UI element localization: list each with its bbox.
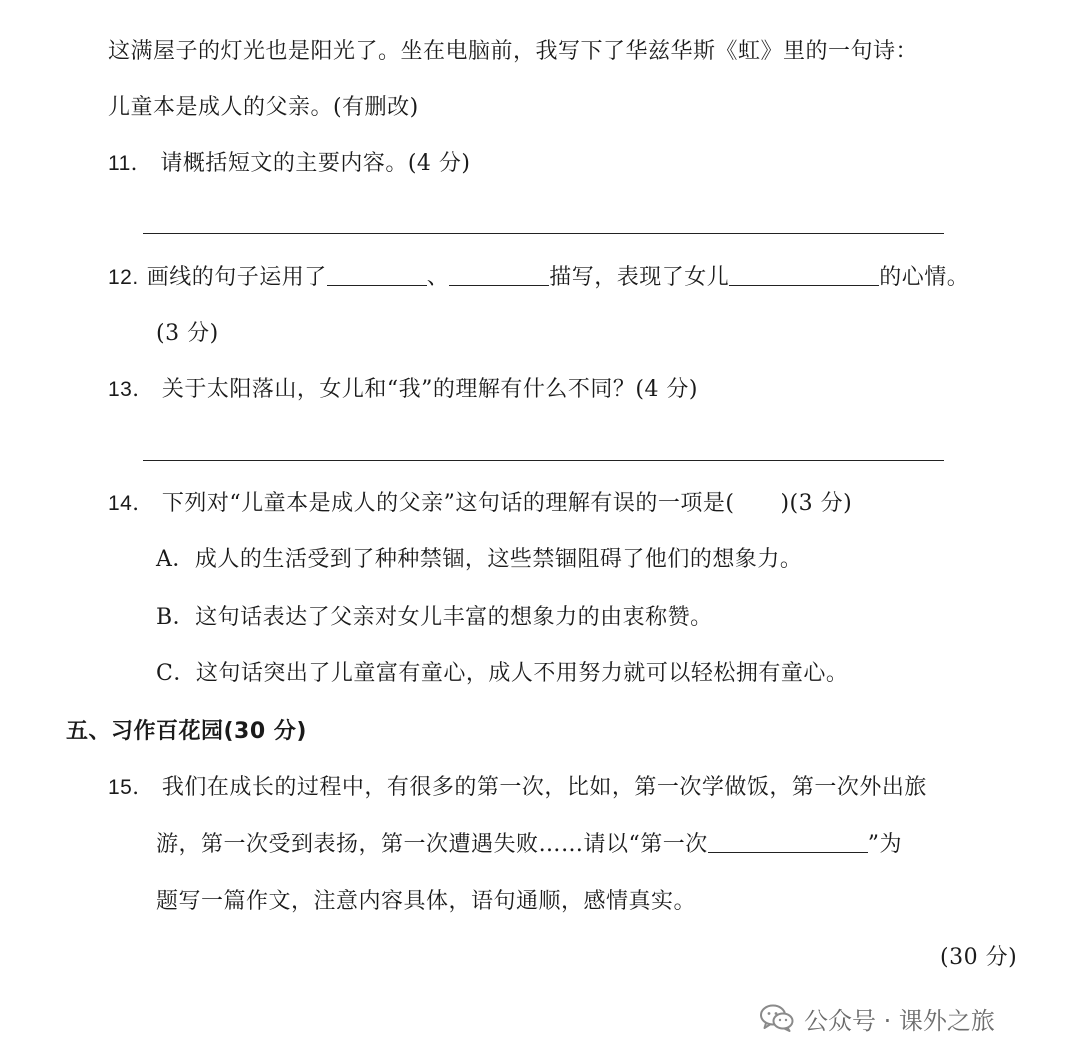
passage-line-2: 儿童本是成人的父亲。(有删改) bbox=[108, 95, 419, 120]
question-number: 15． bbox=[108, 776, 154, 799]
question-number: 11． bbox=[108, 152, 153, 175]
section-title: 五、习作百花园(30 分) bbox=[66, 719, 307, 744]
answer-line-q11 bbox=[143, 233, 944, 234]
fill-blank-3 bbox=[729, 263, 879, 286]
question-15-line-1: 15． 我们在成长的过程中，有很多的第一次，比如，第一次学做饭，第一次外出旅 bbox=[108, 775, 927, 800]
question-text: 请概括短文的主要内容。(4 分) bbox=[160, 151, 471, 176]
question-15-line-3: 题写一篇作文，注意内容具体，语句通顺，感情真实。 bbox=[156, 889, 697, 914]
question-number: 13． bbox=[108, 378, 154, 401]
question-text: 关于太阳落山，女儿和“我”的理解有什么不同？(4 分) bbox=[161, 377, 699, 402]
option-b: B．这句话表达了父亲对女儿丰富的想象力的由衷称赞。 bbox=[156, 605, 713, 630]
question-15-line-2: 游，第一次受到表扬，第一次遭遇失败……请以“第一次 ”为 bbox=[156, 832, 902, 857]
question-12-score: (3 分) bbox=[156, 321, 219, 346]
wechat-icon bbox=[760, 1004, 794, 1032]
title-fill-blank bbox=[708, 830, 868, 853]
watermark-text: 公众号 · 课外之旅 bbox=[804, 1006, 995, 1035]
question-13 bbox=[108, 374, 698, 406]
question-12: 12. 画线的句子运用了 、 描写，表现了女儿 的心情。 bbox=[108, 265, 970, 290]
question-14: 14． 下列对“儿童本是成人的父亲”这句话的理解有误的一项是( )(3 分) bbox=[108, 491, 853, 516]
option-a: A．成人的生活受到了种种禁锢，这些禁锢阻碍了他们的想象力。 bbox=[156, 547, 803, 572]
answer-line-q13 bbox=[143, 460, 944, 461]
question-number: 12. bbox=[108, 266, 139, 289]
fill-blank-2 bbox=[449, 263, 549, 286]
wechat-watermark bbox=[760, 998, 995, 1038]
option-c: C．这句话突出了儿童富有童心，成人不用努力就可以轻松拥有童心。 bbox=[156, 661, 849, 686]
fill-blank-1 bbox=[327, 263, 427, 286]
question-11 bbox=[108, 148, 470, 180]
question-15-score: (30 分) bbox=[940, 945, 1018, 970]
question-number: 14． bbox=[108, 492, 154, 515]
passage-line-1: 这满屋子的灯光也是阳光了。坐在电脑前，我写下了华兹华斯《虹》里的一句诗： bbox=[108, 39, 919, 64]
question-text: 下列对“儿童本是成人的父亲”这句话的理解有误的一项是( bbox=[161, 491, 735, 516]
